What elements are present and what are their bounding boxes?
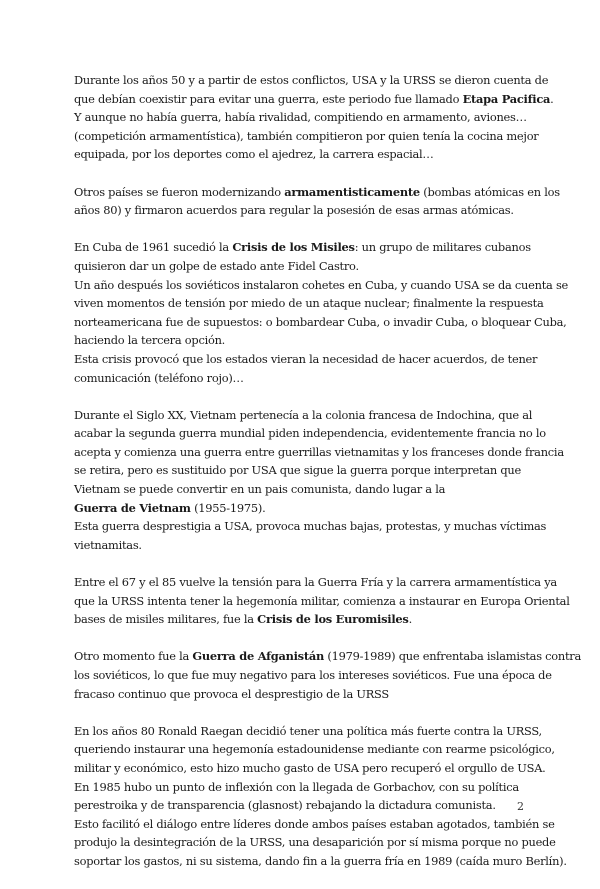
text-line [74,685,530,704]
text-run: norteamericana fue de supuestos: o bombardear Cuba, o invadir Cuba, o bloquear Cuba, [74,314,567,329]
text-run: Esta crisis provocó que los estados vieran la necesidad de hacer acuerdos, de tener [74,351,538,366]
paragraph [74,238,569,387]
text-run: (1979-1989) que enfrentaba islamistas contra [324,649,582,664]
text-line [74,778,530,797]
text-run: Durante los años 50 y a partir de estos conflictos, USA y la URSS se dieron cuenta de [74,73,549,87]
text-line [74,796,530,815]
text-run: Esto facilitó el diálogo entre líderes donde ambos países estaban agotados, también se [74,816,555,831]
text-run: que debían coexistir para evitar una guerra, este periodo fue llamado [74,91,463,106]
text-line [74,536,530,555]
paragraph [74,406,564,555]
text-run: Otro momento fue la [74,649,193,664]
text-line [74,71,549,90]
text-line [74,592,570,611]
text-run: produjo la desintegración de la URSS, una desaparición por sí misma porque no puede [74,835,556,850]
paragraph [74,71,554,164]
text-run: los soviéticos, lo que fue muy negativo para los intereses soviéticos. Fue una época de [74,668,552,682]
text-line [74,145,530,164]
bold-term: Guerra de Vietnam [74,500,191,515]
text-run: años 80) y firmaron acuerdos para regular la posesión de esas armas atómicas. [74,203,514,218]
text-run: vietnamitas. [74,537,142,552]
text-line [74,369,530,388]
text-line [74,201,530,220]
text-run: (1955-1975). [190,500,266,515]
paragraph [74,647,582,703]
text-run: perestroika y de transparencia (glasnost) rebajando la dictadura comunista. [74,798,496,813]
text-line [74,647,582,666]
text-line [74,610,530,629]
text-run: equipada, por los deportes como el ajedrez, la carrera espacial… [74,147,434,162]
bold-term: Crisis de los Euromisiles [257,612,409,627]
text-run: Durante el Siglo XX, Vietnam pertenecía a la colonia francesa de Indochina, que al [74,407,533,422]
text-line [74,443,564,462]
text-line [74,331,530,350]
text-line [74,313,567,332]
text-run: Esta guerra desprestigia a USA, provoca muchas bajas, protestas, y muchas víctimas [74,519,547,534]
text-run: Otros países se fueron modernizando [74,184,285,199]
text-run: Vietnam se puede convertir en un pais comunista, dando lugar a la [74,482,446,497]
text-line [74,740,555,759]
text-line [74,759,546,778]
text-line [74,666,552,685]
text-line [74,852,567,871]
text-line [74,815,555,834]
text-run: que la URSS intenta tener la hegemonía militar, comienza a instaurar en Europa Oriental [74,593,570,608]
bold-term: armamentisticamente [284,184,420,199]
text-line [74,276,569,295]
bold-term: Guerra de Afganistán [192,649,325,664]
text-run: acabar la segunda guerra mundial piden independencia, evidentemente francia no lo [74,426,546,441]
paragraph [74,573,570,629]
page-number: 2 [517,800,524,813]
text-run: (competición armamentística), también compitieron por quien tenía la cocina mejor [74,128,539,143]
text-line [74,183,560,202]
text-line [74,573,557,592]
text-run: En Cuba de 1961 sucedió la [74,240,233,255]
text-run: . [408,612,412,627]
text-line [74,108,530,127]
paragraph [74,722,567,871]
text-line [74,406,533,425]
text-run: En 1985 hubo un punto de inflexión con la llegada de Gorbachov, con su política [74,779,519,794]
text-run: viven momentos de tensión por miedo de un ataque nuclear; finalmente la respuesta [74,296,544,311]
text-run: se retira, pero es sustituido por USA que sigue la guerra porque interpretan que [74,463,521,478]
text-line [74,833,556,852]
text-line [74,499,530,518]
document-body [74,71,582,889]
text-line [74,461,530,480]
text-run: En los años 80 Ronald Raegan decidió tener una política más fuerte contra la URSS, [74,723,542,738]
text-run: fracaso continuo que provoca el desprestigio de la URSS [74,686,389,701]
text-run: haciendo la tercera opción. [74,333,226,348]
text-run: Un año después los soviéticos instalaron cohetes en Cuba, y cuando USA se da cuenta se [74,277,569,292]
text-run: (bombas atómicas en los [419,184,560,199]
text-run: soportar los gastos, ni su sistema, dando fin a la guerra fría en 1989 (caída muro Berlín). [74,853,567,868]
paragraph [74,183,560,220]
bold-term: Crisis de los Misiles [232,240,355,255]
text-run: . [550,91,554,106]
text-line [74,238,530,257]
text-line [74,350,538,369]
text-run: acepta y comienza una guerra entre guerrillas vietnamitas y los franceses donde francia [74,444,564,459]
text-line [74,480,530,499]
text-run: comunicación (teléfono rojo)… [74,370,244,385]
bold-term: Etapa Pacifica [462,91,551,106]
text-line [74,517,547,536]
text-run: : un grupo de militares cubanos [354,240,531,255]
text-run: Entre el 67 y el 85 vuelve la tensión para la Guerra Fría y la carrera armamentística ya [74,575,557,590]
text-line [74,127,539,146]
text-line [74,294,544,313]
text-run: militar y económico, esto hizo mucho gasto de USA pero recuperó el orgullo de USA. [74,760,546,775]
text-line [74,90,554,109]
text-run: bases de misiles militares, fue la [74,612,258,627]
text-line [74,424,546,443]
text-run: Y aunque no había guerra, había rivalidad, compitiendo en armamento, aviones… [74,110,527,125]
text-run: quisieron dar un golpe de estado ante Fidel Castro. [74,258,359,273]
text-line [74,722,542,741]
text-run: queriendo instaurar una hegemonía estadounidense mediante con rearme psicológico, [74,742,555,757]
text-line [74,257,530,276]
